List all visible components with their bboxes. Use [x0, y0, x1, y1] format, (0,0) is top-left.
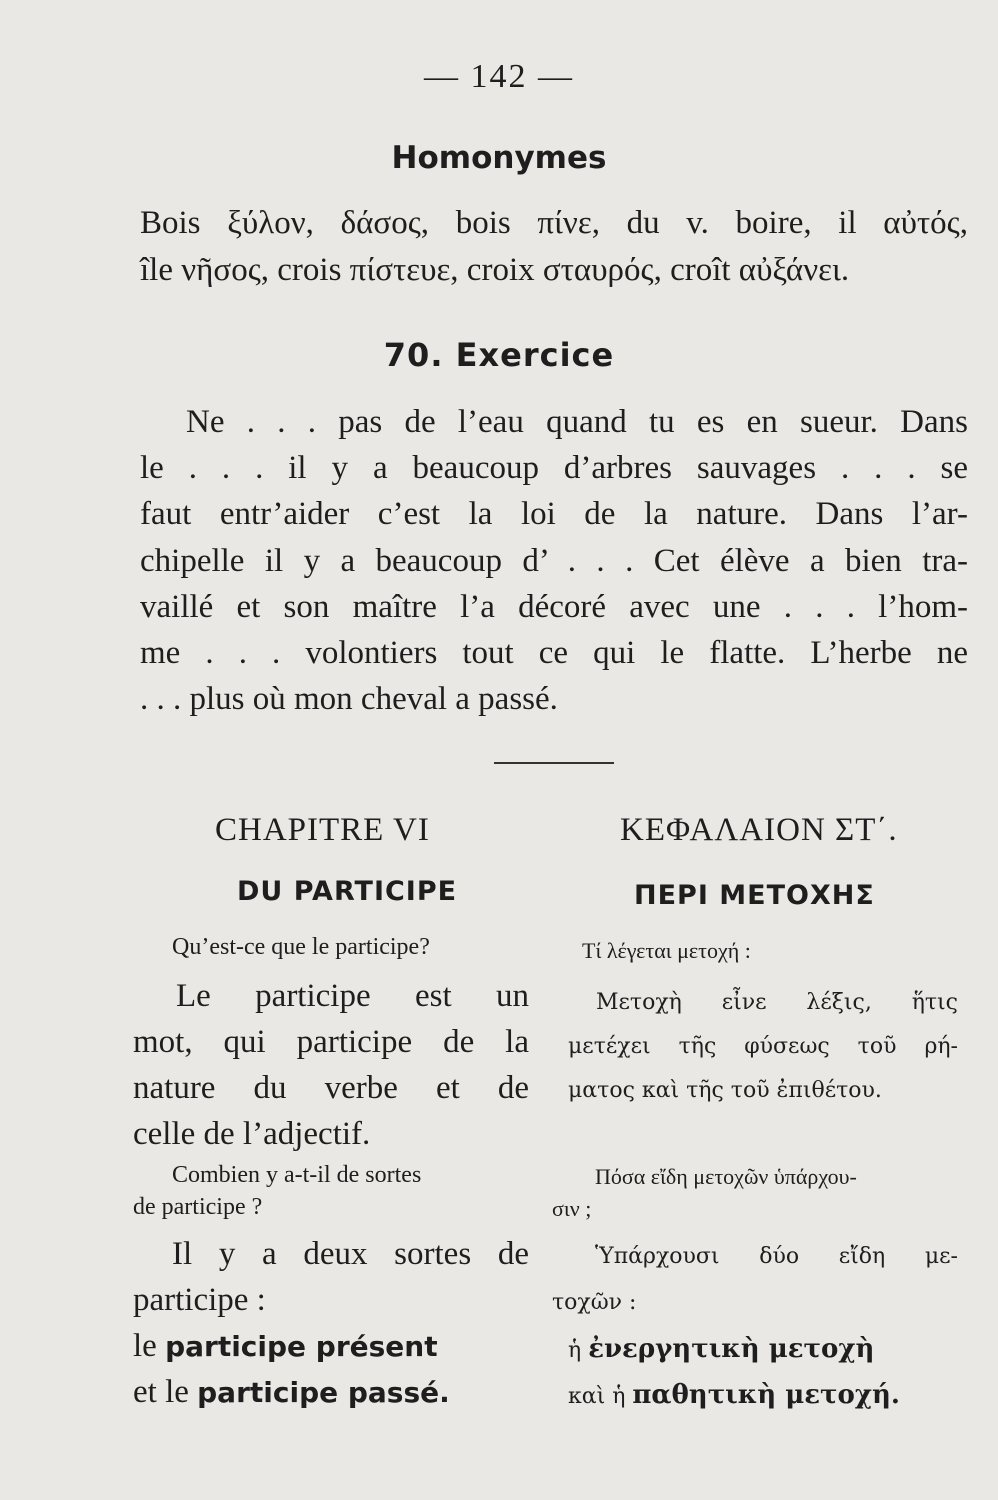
- answer-fr-line: nature du verbe et de: [133, 1070, 529, 1106]
- question-fr-line: Combien y a-t-il de sortes: [172, 1162, 422, 1188]
- answer-fr-line: Il y a deux sortes de: [172, 1236, 529, 1272]
- participe-passe-term: participe passé.: [197, 1376, 450, 1409]
- homonymes-heading: Homonymes: [391, 140, 607, 176]
- question-fr-line: de participe ?: [133, 1194, 263, 1220]
- exercice-line: . . . plus où mon cheval a passé.: [140, 681, 558, 717]
- section-divider: [494, 762, 614, 764]
- answer-fr-bold-line: [133, 1328, 529, 1365]
- answer-fr-bold-line: [133, 1374, 529, 1411]
- participe-present-term: participe présent: [165, 1330, 438, 1363]
- answer-fr-prefix: le: [133, 1328, 157, 1364]
- answer-gr-bold-line: [568, 1380, 958, 1410]
- answer-gr-prefix: καὶ ἡ: [568, 1384, 626, 1409]
- exercice-line: me . . . volontiers tout ce qui le flatte. L’herbe ne: [140, 635, 968, 671]
- answer-gr-line: Ὑπάρχουσι δύο εἴδη με-: [595, 1244, 958, 1269]
- answer-fr-line: participe :: [133, 1282, 266, 1318]
- exercice-line: faut entr’aider c’est la loi de la nature. Dans l’ar-: [140, 496, 968, 532]
- homonymes-line: Bois ξύλον, δάσος, bois πίνε, du v. boire, il αὐτός,: [140, 205, 968, 241]
- exercice-line: vaillé et son maître l’a décoré avec une . . . l’hom-: [140, 589, 968, 625]
- answer-gr-line: ματος καὶ τῆς τοῦ ἐπιθέτου.: [568, 1078, 882, 1103]
- chapter-title-fr: CHAPITRE VI: [215, 812, 430, 848]
- answer-gr-bold-line: [568, 1334, 958, 1364]
- answer-fr-line: mot, qui participe de la: [133, 1024, 529, 1060]
- answer-gr-line: Μετοχὴ εἶνε λέξις, ἥτις: [596, 990, 958, 1015]
- question-fr: Qu’est-ce que le participe?: [172, 934, 430, 960]
- exercice-heading: 70. Exercice: [383, 336, 615, 374]
- homonymes-line: île νῆσος, crois πίστευε, croix σταυρός, croît αὐξάνει.: [140, 252, 850, 288]
- answer-gr-prefix: ἡ: [568, 1338, 582, 1363]
- answer-gr-line: μετέχει τῆς φύσεως τοῦ ρή-: [568, 1034, 958, 1059]
- exercice-line: le . . . il y a beaucoup d’arbres sauvages . . . se: [140, 450, 968, 486]
- chapter-subtitle-gr: ΠΕΡΙ ΜΕΤΟΧΗΣ: [634, 880, 875, 911]
- chapter-title-gr: ΚΕΦΑΛΑΙΟΝ ΣΤ΄.: [620, 812, 898, 848]
- question-gr-line: σιν ;: [552, 1196, 592, 1221]
- chapter-subtitle-fr: DU PARTICIPE: [237, 876, 458, 907]
- page-number: — 142 —: [424, 58, 574, 95]
- answer-fr-prefix: et le: [133, 1374, 189, 1410]
- answer-gr-line: τοχῶν :: [552, 1290, 637, 1315]
- answer-fr-line: celle de l’adjectif.: [133, 1116, 371, 1152]
- question-gr: Τί λέγεται μετοχή :: [582, 938, 751, 963]
- question-gr-line: Πόσα εἴδη μετοχῶν ὑπάρχου-: [595, 1164, 857, 1189]
- exercice-line: chipelle il y a beaucoup d’ . . . Cet élève a bien tra-: [140, 543, 968, 579]
- exercice-line: Ne . . . pas de l’eau quand tu es en sueur. Dans: [186, 404, 968, 440]
- answer-fr-line: Le participe est un: [176, 978, 529, 1014]
- passive-participle-term: παθητικὴ μετοχή.: [632, 1380, 900, 1410]
- active-participle-term: ἐνεργητικὴ μετοχὴ: [588, 1334, 875, 1364]
